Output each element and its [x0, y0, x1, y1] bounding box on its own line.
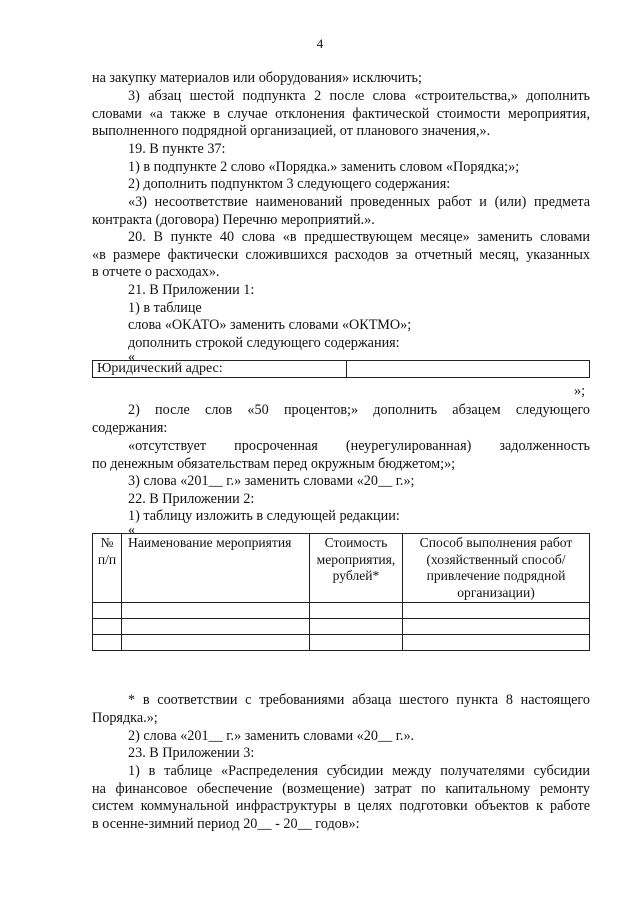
open-quote: « [128, 349, 136, 365]
table-header-row [93, 534, 590, 603]
text-line: 3) абзац шестой подпункта 2 после слова «строительства,» дополнить [128, 88, 590, 104]
table-row [93, 619, 590, 635]
text-line: 2) дополнить подпунктом 3 следующего содержания: [128, 176, 451, 192]
col-number-header: № п/п [93, 534, 122, 603]
text-line: по денежным обязательствам перед окружным бюджетом;»; [92, 456, 456, 472]
text-line: «3) несоответствие наименований проведенных работ и (или) предмета [128, 194, 590, 210]
text-line: «в размере фактически сложившихся расходов за отчетный месяц, указанных [92, 247, 590, 263]
text-line: на финансовое обеспечение (возмещение) затрат по капитальному ремонту [92, 781, 590, 797]
text-line: «отсутствует просроченная (неурегулированная) задолженность [128, 438, 590, 454]
col-cost-header: Стоимость мероприятия, рублей* [310, 534, 403, 603]
text-line: Порядка.»; [92, 710, 158, 726]
page-number: 4 [316, 36, 324, 51]
open-quote: « [128, 522, 136, 538]
text-line: выполненного подрядной организацией, от планового значения,». [92, 123, 491, 139]
col-method-header: Способ выполнения работ (хозяйственный способ/ привлечение подрядной организации) [403, 534, 590, 603]
text-line: систем коммунальной инфраструктуры в целях подготовки объектов к работе [92, 798, 590, 814]
text-line: 20. В пункте 40 слова «в предшествующем месяце» заменить словами [128, 229, 590, 245]
col-name-header: Наименование мероприятия [122, 534, 310, 603]
text-line: 22. В Приложении 2: [128, 491, 255, 507]
close-quote: »; [574, 383, 586, 399]
text-line: 19. В пункте 37: [128, 141, 226, 157]
text-line: на закупку материалов или оборудования» исключить; [92, 70, 422, 86]
table-row [93, 635, 590, 651]
text-line: 23. В Приложении 3: [128, 745, 255, 761]
legal-address-label: Юридический адрес: [93, 361, 347, 378]
text-line: слова «ОКАТО» заменить словами «ОКТМО»; [128, 317, 412, 333]
text-line: 1) в таблице «Распределения субсидии между получателями субсидии [128, 763, 590, 779]
legal-address-table [92, 360, 590, 378]
text-line: 21. В Приложении 1: [128, 282, 255, 298]
text-line: в осенне-зимний период 20__ - 20__ годов»: [92, 816, 360, 832]
text-line: 1) таблицу изложить в следующей редакции: [128, 508, 400, 524]
text-line: 3) слова «201__ г.» заменить словами «20__ г.»; [128, 473, 415, 489]
text-line: 1) в подпункте 2 слово «Порядка.» заменить словом «Порядка;»; [128, 159, 520, 175]
text-line: 1) в таблице [128, 300, 202, 316]
text-line: * в соответствии с требованиями абзаца шестого пункта 8 настоящего [128, 692, 590, 708]
text-line: содержания: [92, 420, 168, 436]
text-line: словами «а также в случае отклонения фактической стоимости мероприятия, [92, 106, 590, 122]
text-line: контракта (договора) Перечню мероприятий.». [92, 212, 375, 228]
table-row [93, 603, 590, 619]
legal-address-value [347, 361, 590, 378]
text-line: 2) слова «201__ г.» заменить словами «20__ г.». [128, 728, 415, 744]
text-line: дополнить строкой следующего содержания: [128, 335, 400, 351]
text-line: в отчете о расходах». [92, 264, 220, 280]
measures-table [92, 533, 590, 651]
text-line: 2) после слов «50 процентов;» дополнить абзацем следующего [128, 402, 590, 418]
